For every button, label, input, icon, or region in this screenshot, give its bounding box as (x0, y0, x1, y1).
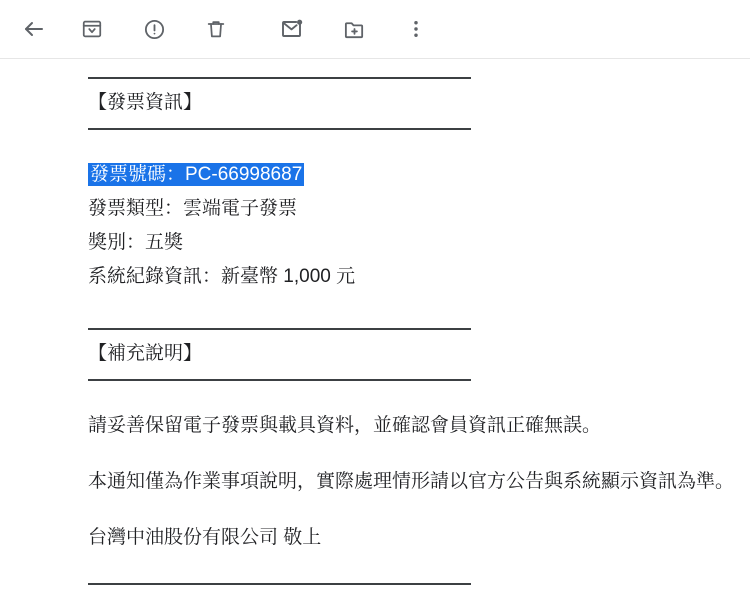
email-body (0, 59, 750, 585)
note-paragraph-2: 本通知僅為作業事項說明，實際處理情形請以官方公告與系統顯示資訊為準。 (88, 471, 735, 492)
email-toolbar (0, 0, 750, 58)
invoice-number-line (88, 158, 720, 192)
more-vertical-icon (405, 18, 427, 40)
trash-icon (205, 18, 227, 40)
divider-bottom (88, 583, 471, 585)
prize-line: 獎別：五獎 (88, 232, 184, 253)
move-to-folder-icon (343, 18, 366, 41)
delete-button[interactable] (192, 5, 240, 53)
mark-unread-icon (280, 17, 304, 41)
back-button[interactable] (10, 5, 58, 53)
report-spam-icon (143, 18, 166, 41)
invoice-section-title: 【發票資訊】 (88, 92, 203, 113)
note-paragraph-1: 請妥善保留電子發票與載具資料，並確認會員資訊正確無誤。 (88, 415, 602, 436)
note-section-title: 【補充說明】 (88, 343, 203, 364)
invoice-type-line: 發票類型：雲端電子發票 (88, 198, 298, 219)
system-record-line: 系統紀錄資訊：新臺幣 1,000 元 (88, 266, 356, 287)
arrow-left-icon (22, 17, 46, 41)
mark-unread-button[interactable] (268, 5, 316, 53)
archive-button[interactable] (68, 5, 116, 53)
move-to-folder-button[interactable] (330, 5, 378, 53)
archive-icon (81, 18, 103, 40)
more-options-button[interactable] (392, 5, 440, 53)
invoice-number-highlight[interactable]: 發票號碼：PC-66998687 (90, 164, 303, 185)
signature-line: 台灣中油股份有限公司 敬上 (88, 527, 322, 548)
report-spam-button[interactable] (130, 5, 178, 53)
